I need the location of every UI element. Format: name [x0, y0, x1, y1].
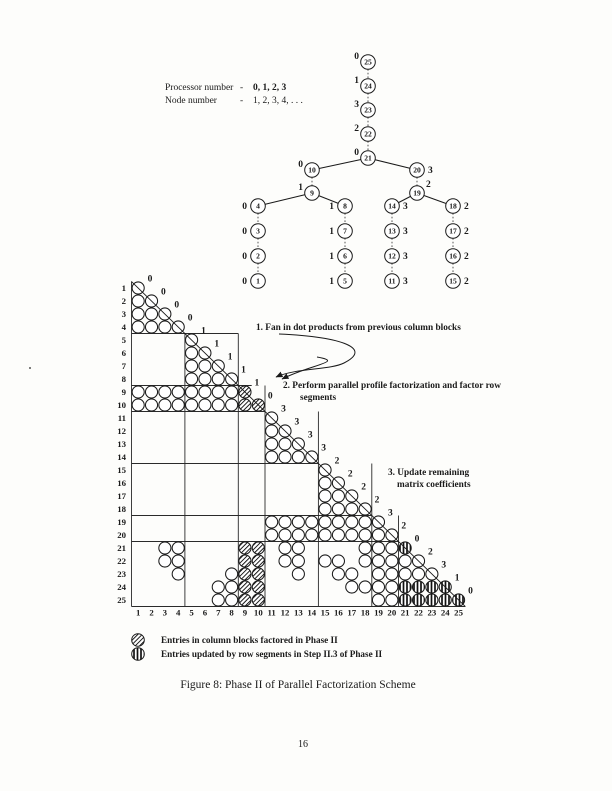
processor-number-values: 0, 1, 2, 3	[253, 83, 287, 93]
matrix-row-label: 15	[117, 465, 126, 475]
matrix-col-label: 12	[280, 607, 290, 618]
matrix-entry-open	[159, 542, 171, 554]
matrix-entry-updated-row-segment	[426, 581, 438, 593]
matrix-entry-open	[359, 542, 371, 554]
tree-node-processor: 3	[403, 202, 408, 212]
matrix-entry-open	[359, 555, 371, 567]
tree-node-processor: 3	[403, 277, 408, 287]
matrix-entry-open	[359, 529, 371, 541]
tree-node-processor: 3	[403, 252, 408, 262]
diagonal-processor-label: 3	[281, 404, 286, 415]
matrix-entry-open	[199, 386, 211, 398]
figure-caption: Figure 8: Phase II of Parallel Factorization Scheme	[180, 679, 416, 691]
matrix-row-label: 25	[117, 595, 126, 605]
matrix-entry-open	[159, 555, 171, 567]
matrix-entry-open	[319, 477, 331, 489]
tree-node-processor: 1	[329, 227, 334, 237]
matrix-entry-open	[212, 581, 224, 593]
matrix-entry-open	[292, 542, 304, 554]
diagonal-processor-label: 3	[294, 417, 300, 428]
matrix-entry-open	[266, 438, 278, 450]
diagonal-processor-label: 3	[441, 560, 447, 571]
node-number-label: Node number	[165, 96, 217, 106]
tree-node-number: 9	[310, 188, 314, 198]
matrix-entry-open	[332, 503, 344, 515]
matrix-row-label: 8	[121, 374, 126, 384]
tree-node-number: 10	[308, 165, 316, 175]
diagonal-processor-label: 2	[401, 521, 407, 532]
hatch-legend	[132, 634, 383, 661]
matrix-entry-open	[386, 542, 398, 554]
matrix-entry-open	[132, 308, 144, 320]
diagonal-processor-label: 0	[147, 274, 153, 285]
tree-node-number: 24	[364, 81, 372, 91]
matrix-entry-factored-phase2	[239, 594, 251, 606]
matrix-col-label: 9	[242, 607, 248, 618]
matrix-entry-open	[172, 542, 184, 554]
step-annotations	[256, 323, 501, 490]
figure-key	[165, 83, 303, 106]
matrix-col-label: 13	[293, 607, 303, 618]
tree-node-processor: 0	[242, 227, 247, 237]
diagonal-processor-label: 1	[254, 378, 260, 389]
matrix-entry-open	[212, 386, 224, 398]
matrix-row-label: 10	[117, 400, 126, 410]
step-annotation-2: segments	[300, 393, 337, 403]
tree-node-processor: 3	[403, 227, 408, 237]
stray-ink-mark	[29, 367, 31, 369]
matrix-entry-open	[159, 321, 171, 333]
matrix-col-label: 15	[320, 607, 330, 618]
diagonal-processor-label: 1	[241, 365, 246, 376]
matrix-entry-open	[132, 321, 144, 333]
diagonal-processor-label: 3	[387, 508, 393, 519]
matrix-entry-open	[386, 568, 398, 580]
tree-node-processor: 0	[242, 202, 247, 212]
matrix-entry-open	[319, 529, 331, 541]
matrix-row-label: 6	[121, 348, 126, 358]
matrix-entry-open	[186, 373, 198, 385]
diagonal-processor-label: 0	[161, 287, 166, 298]
diagonal-processor-label: 1	[227, 352, 233, 363]
matrix-entry-open	[132, 386, 144, 398]
matrix-entry-open	[226, 386, 238, 398]
matrix-col-label: 21	[400, 607, 410, 618]
dash: -	[240, 96, 244, 106]
matrix-entry-open	[172, 555, 184, 567]
matrix-entry-open	[292, 516, 304, 528]
matrix-entry-open	[145, 308, 157, 320]
matrix-row-label: 19	[117, 517, 126, 527]
tree-node-number: 16	[449, 251, 457, 261]
matrix-entry-open	[186, 347, 198, 359]
tree-node-processor: 0	[242, 252, 247, 262]
matrix-row-label: 24	[117, 582, 126, 592]
matrix-entry-updated-row-segment	[399, 581, 411, 593]
matrix-entry-open	[332, 490, 344, 502]
diagonal-processor-label: 2	[374, 495, 380, 506]
matrix-entry-open	[226, 581, 238, 593]
matrix-row-label: 9	[121, 387, 126, 397]
matrix-col-label: 5	[189, 607, 194, 618]
diagonal-processor-label: 0	[414, 534, 420, 545]
diagonal-processor-label: 1	[201, 326, 206, 337]
matrix-entry-open	[292, 555, 304, 567]
matrix-entry-open	[399, 555, 411, 567]
matrix-col-label: 22	[414, 607, 423, 618]
matrix-entry-open	[212, 373, 224, 385]
node-number-values: 1, 2, 3, 4, . . .	[253, 96, 303, 106]
matrix-entry-open	[279, 516, 291, 528]
tree-node-processor: 0	[242, 277, 247, 287]
tree-node-number: 2	[256, 251, 260, 261]
matrix-entry-open	[386, 594, 398, 606]
matrix-entry-factored-phase2	[239, 399, 251, 411]
matrix-row-label: 4	[121, 322, 126, 332]
matrix-entry-open	[412, 568, 424, 580]
tree-node-number: 13	[388, 226, 396, 236]
matrix-col-label: 11	[267, 607, 276, 618]
matrix-entry-open	[226, 399, 238, 411]
matrix-entry-factored-phase2	[252, 542, 264, 554]
matrix-col-label: 14	[307, 607, 317, 618]
tree-node-number: 23	[364, 105, 372, 115]
matrix-entry-open	[292, 568, 304, 580]
tree-node-number: 14	[388, 201, 396, 211]
matrix-entry-open	[145, 321, 157, 333]
matrix-entry-open	[199, 360, 211, 372]
matrix-entry-updated-row-segment	[412, 594, 424, 606]
matrix-entry-open	[266, 425, 278, 437]
matrix-entry-open	[266, 451, 278, 463]
matrix-entry-factored-phase2	[252, 568, 264, 580]
matrix-entry-open	[319, 490, 331, 502]
vert-hatch-circle	[132, 648, 145, 661]
matrix-entry-updated-row-segment	[426, 594, 438, 606]
tree-node-processor: 2	[464, 277, 469, 287]
tree-node-processor: 1	[329, 252, 334, 262]
tree-node-number: 22	[364, 129, 372, 139]
matrix-col-label: 10	[253, 607, 263, 618]
tree-node-number: 3	[256, 226, 260, 236]
matrix-entry-open	[172, 386, 184, 398]
tree-node-processor: 1	[298, 183, 303, 193]
diagonal-processor-label: 2	[334, 456, 340, 467]
matrix-row-label: 23	[117, 569, 126, 579]
tree-node-number: 21	[364, 153, 372, 163]
tree-node-processor: 1	[329, 277, 334, 287]
matrix-entry-open	[132, 399, 144, 411]
tree-node-processor: 2	[464, 252, 469, 262]
matrix-entry-open	[186, 360, 198, 372]
matrix-col-label: 25	[454, 607, 463, 618]
matrix-col-label: 23	[427, 607, 437, 618]
diagonal-processor-label: 0	[267, 391, 273, 402]
matrix-entry-open	[199, 399, 211, 411]
diagonal-processor-label: 1	[214, 339, 220, 350]
tree-node-processor: 0	[298, 160, 303, 170]
diagonal-processor-label: 2	[361, 482, 367, 493]
matrix-col-label: 18	[360, 607, 370, 618]
diagonal-processor-label: 2	[428, 547, 433, 558]
matrix-entry-open	[386, 581, 398, 593]
matrix-col-label: 20	[387, 607, 397, 618]
matrix-entry-open	[172, 399, 184, 411]
diagonal-processor-label: 2	[347, 469, 353, 480]
tree-node-number: 4	[256, 201, 260, 211]
matrix-row-label: 14	[117, 452, 126, 462]
matrix-col-label: 19	[374, 607, 383, 618]
diagonal-processor-label: 0	[174, 300, 180, 311]
processor-number-label: Processor number	[165, 83, 234, 93]
matrix-entry-open	[399, 568, 411, 580]
tree-node-processor: 2	[464, 227, 469, 237]
matrix-entry-open	[266, 516, 278, 528]
tree-node-number: 18	[449, 201, 457, 211]
diagonal-processor-label: 1	[454, 573, 460, 584]
tree-node-processor: 1	[354, 76, 359, 86]
matrix-entry-open	[332, 516, 344, 528]
tree-node-number: 17	[449, 226, 457, 236]
matrix-entry-open	[132, 295, 144, 307]
matrix-entry-open	[372, 529, 384, 541]
tree-node-processor: 3	[428, 166, 433, 176]
matrix-entry-open	[186, 399, 198, 411]
fan-in-arrow-1	[276, 334, 355, 377]
matrix-entry-open	[292, 529, 304, 541]
matrix-entry-open	[372, 581, 384, 593]
step-annotation-3: 3. Update remaining	[388, 468, 470, 478]
matrix-row-label: 21	[117, 543, 126, 553]
matrix-row-label: 20	[117, 530, 126, 540]
matrix-entry-open	[332, 529, 344, 541]
diagonal-processor-label: 3	[321, 443, 326, 454]
matrix-entry-open	[199, 373, 211, 385]
tree-node-processor: 0	[354, 148, 359, 158]
matrix-col-label: 7	[216, 607, 221, 618]
matrix-entry-open	[279, 529, 291, 541]
matrix-col-label: 24	[440, 607, 450, 618]
matrix-entry-open	[306, 516, 318, 528]
matrix-entry-updated-row-segment	[399, 594, 411, 606]
matrix-col-label: 4	[176, 607, 181, 618]
matrix-entry-open	[172, 568, 184, 580]
matrix-entry-open	[159, 399, 171, 411]
diagonal-processor-label: 0	[468, 586, 473, 597]
matrix-row-label: 13	[117, 439, 126, 449]
tree-node-number: 20	[413, 165, 421, 175]
matrix-entry-open	[372, 568, 384, 580]
matrix-entry-open	[372, 542, 384, 554]
diagonal-processor-label: 3	[307, 430, 313, 441]
matrix-entry-open	[279, 542, 291, 554]
matrix-row-label: 2	[121, 296, 126, 306]
matrix-row-label: 17	[117, 491, 126, 501]
matrix-entry-open	[266, 529, 278, 541]
matrix-entry-open	[226, 594, 238, 606]
matrix-entry-factored-phase2	[252, 594, 264, 606]
matrix-entry-open	[306, 529, 318, 541]
matrix-row-label: 3	[121, 309, 126, 319]
matrix-entry-open	[332, 555, 344, 567]
matrix-entry-open	[319, 555, 331, 567]
diag-hatch-circle	[132, 634, 145, 647]
matrix-row-label: 16	[117, 478, 126, 488]
tree-node-processor: 1	[329, 202, 334, 212]
matrix-entry-factored-phase2	[239, 555, 251, 567]
tree-node-number: 1	[256, 276, 260, 286]
matrix-entry-open	[346, 568, 358, 580]
step-annotation-1: 1. Fan in dot products from previous column blocks	[256, 323, 461, 333]
matrix-entry-open	[279, 555, 291, 567]
matrix-entry-open	[332, 568, 344, 580]
tree-node-number: 7	[343, 226, 347, 236]
matrix-entry-open	[279, 438, 291, 450]
matrix-col-label: 17	[347, 607, 357, 618]
tree-node-number: 12	[388, 251, 396, 261]
tree-node-processor: 2	[354, 124, 359, 134]
matrix-entry-open	[292, 451, 304, 463]
matrix-entry-factored-phase2	[252, 581, 264, 593]
tree-node-processor: 2	[426, 180, 431, 190]
matrix-row-label: 7	[121, 361, 126, 371]
matrix-entry-open	[279, 451, 291, 463]
matrix-row-label: 5	[121, 335, 126, 345]
tree-node-number: 6	[343, 251, 347, 261]
matrix-entry-factored-phase2	[252, 555, 264, 567]
tree-node-number: 15	[449, 276, 457, 286]
tree-node-processor: 3	[354, 100, 359, 110]
matrix-col-label: 8	[229, 607, 234, 618]
tree-node-processor: 2	[464, 202, 469, 212]
matrix-entry-updated-row-segment	[439, 594, 451, 606]
tree-node-number: 19	[413, 188, 421, 198]
matrix-entry-updated-row-segment	[412, 581, 424, 593]
matrix-entry-factored-phase2	[239, 542, 251, 554]
tree-node-number: 8	[343, 201, 347, 211]
matrix-entry-open	[145, 386, 157, 398]
matrix-entry-open	[386, 555, 398, 567]
matrix-row-label: 1	[121, 283, 126, 293]
matrix-col-label: 6	[202, 607, 208, 618]
matrix-entry-open	[226, 568, 238, 580]
matrix-entry-open	[159, 386, 171, 398]
matrix-entry-open	[346, 503, 358, 515]
tree-branch-edge	[312, 158, 368, 170]
matrix-entry-open	[346, 516, 358, 528]
matrix-entry-open	[319, 503, 331, 515]
matrix-entry-open	[212, 399, 224, 411]
step-annotation-3: matrix coefficients	[397, 480, 471, 490]
matrix-entry-open	[372, 555, 384, 567]
matrix-col-label: 1	[135, 607, 141, 618]
tree-node-number: 11	[388, 276, 396, 286]
matrix-row-label: 12	[117, 426, 126, 436]
matrix-col-label: 16	[334, 607, 343, 618]
matrix-entry-open	[145, 399, 157, 411]
matrix-entry-open	[346, 581, 358, 593]
tree-node-processor: 0	[354, 52, 359, 62]
matrix-entry-factored-phase2	[239, 581, 251, 593]
matrix-row-label: 11	[117, 413, 126, 423]
matrix-entry-open	[359, 581, 371, 593]
step-annotation-2: 2. Perform parallel profile factorization and factor row	[283, 381, 501, 391]
dash: -	[240, 83, 244, 93]
tree-node-number: 5	[343, 276, 347, 286]
matrix-entry-open	[212, 594, 224, 606]
page-number: 16	[298, 739, 308, 750]
diagonal-processor-label: 0	[187, 313, 193, 324]
legend-label: Entries in column blocks factored in Phase II	[161, 635, 338, 645]
matrix-entry-open	[346, 529, 358, 541]
matrix-entry-open	[319, 516, 331, 528]
matrix-row-label: 18	[117, 504, 126, 514]
legend-label: Entries updated by row segments in Step II.3 of Phase II	[161, 649, 383, 659]
matrix-col-label: 3	[162, 607, 168, 618]
matrix-entry-open	[186, 386, 198, 398]
matrix-entry-open	[359, 516, 371, 528]
matrix-entry-factored-phase2	[239, 568, 251, 580]
matrix-entry-open	[372, 594, 384, 606]
matrix-row-label: 22	[117, 556, 126, 566]
matrix-col-label: 2	[149, 607, 154, 618]
tree-branch-edge	[258, 193, 312, 206]
tree-node-number: 25	[364, 57, 372, 67]
